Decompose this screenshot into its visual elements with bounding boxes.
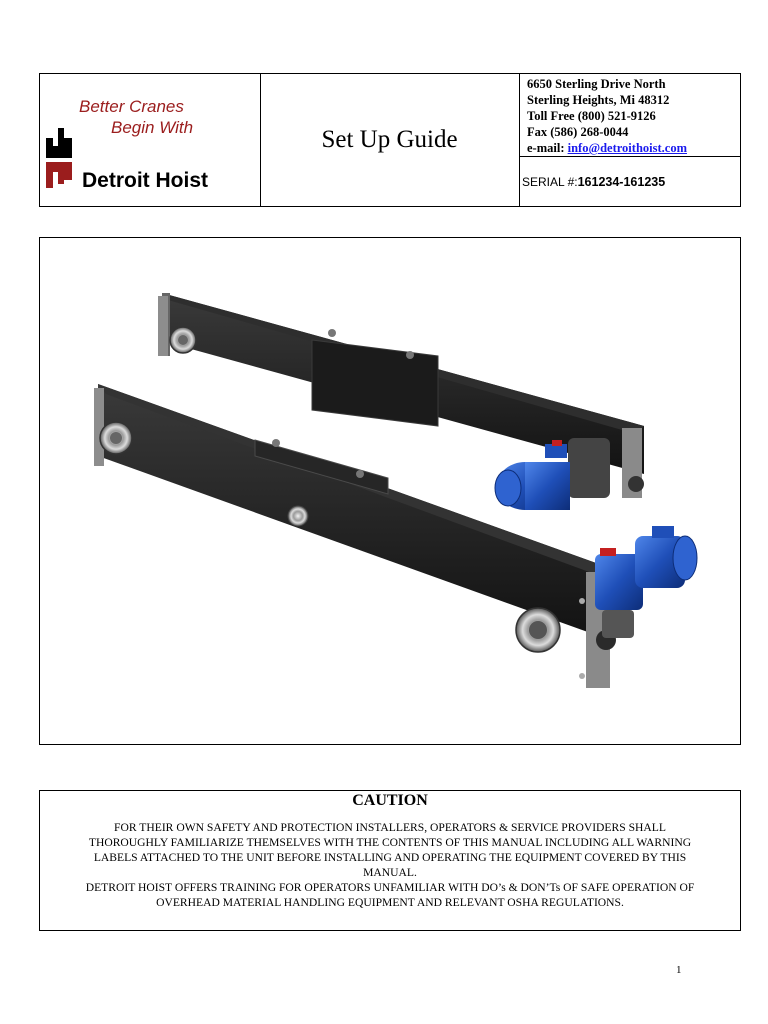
serial-label: SERIAL #:	[522, 175, 578, 189]
caution-line: MANUAL.	[363, 866, 417, 879]
tagline-line2: Begin With	[111, 118, 194, 137]
toll-free: Toll Free (800) 521-9126	[527, 109, 656, 123]
page-number: 1	[676, 964, 682, 976]
caution-line: DETROIT HOIST OFFERS TRAINING FOR OPERATORS UNFAMILIAR WITH DO’s & DON’Ts OF SAFE OPERATION OF	[85, 881, 695, 894]
email-label: e-mail:	[527, 141, 568, 155]
address-line2: Sterling Heights, Mi 48312	[527, 93, 670, 107]
contact-cell	[520, 74, 740, 157]
detroit-hoist-logo-icon	[44, 124, 78, 194]
address-line1: 6650 Sterling Drive North	[527, 77, 666, 91]
logo-cell	[40, 74, 261, 206]
brand-name: Detroit Hoist	[82, 169, 208, 192]
page-title: Set Up Guide	[321, 126, 458, 153]
caution-line: LABELS ATTACHED TO THE UNIT BEFORE INSTALLING AND OPERATING THE EQUIPMENT COVERED BY THIS	[93, 851, 687, 864]
tagline-line1: Better Cranes	[79, 97, 184, 116]
product-photo-frame	[39, 237, 741, 745]
logo-tagline	[79, 96, 193, 138]
serial-cell	[520, 158, 740, 206]
caution-line: OVERHEAD MATERIAL HANDLING EQUIPMENT AND RELEVANT OSHA REGULATIONS.	[156, 896, 624, 909]
header-table	[39, 73, 741, 207]
caution-line: THOROUGHLY FAMILIARIZE THEMSELVES WITH THE CONTENTS OF THIS MANUAL INCLUDING ALL WARNING	[88, 836, 692, 849]
caution-body	[54, 820, 726, 910]
email-row	[527, 140, 740, 156]
serial-number: 161234-161235	[577, 175, 666, 189]
end-trucks-illustration	[40, 238, 740, 744]
title-cell	[260, 74, 520, 206]
caution-line: FOR THEIR OWN SAFETY AND PROTECTION INSTALLERS, OPERATORS & SERVICE PROVIDERS SHALL	[114, 821, 666, 834]
caution-box	[39, 790, 741, 931]
caution-title: CAUTION	[352, 792, 428, 809]
email-link[interactable]: info@detroithoist.com	[567, 141, 687, 155]
fax: Fax (586) 268-0044	[527, 125, 629, 139]
